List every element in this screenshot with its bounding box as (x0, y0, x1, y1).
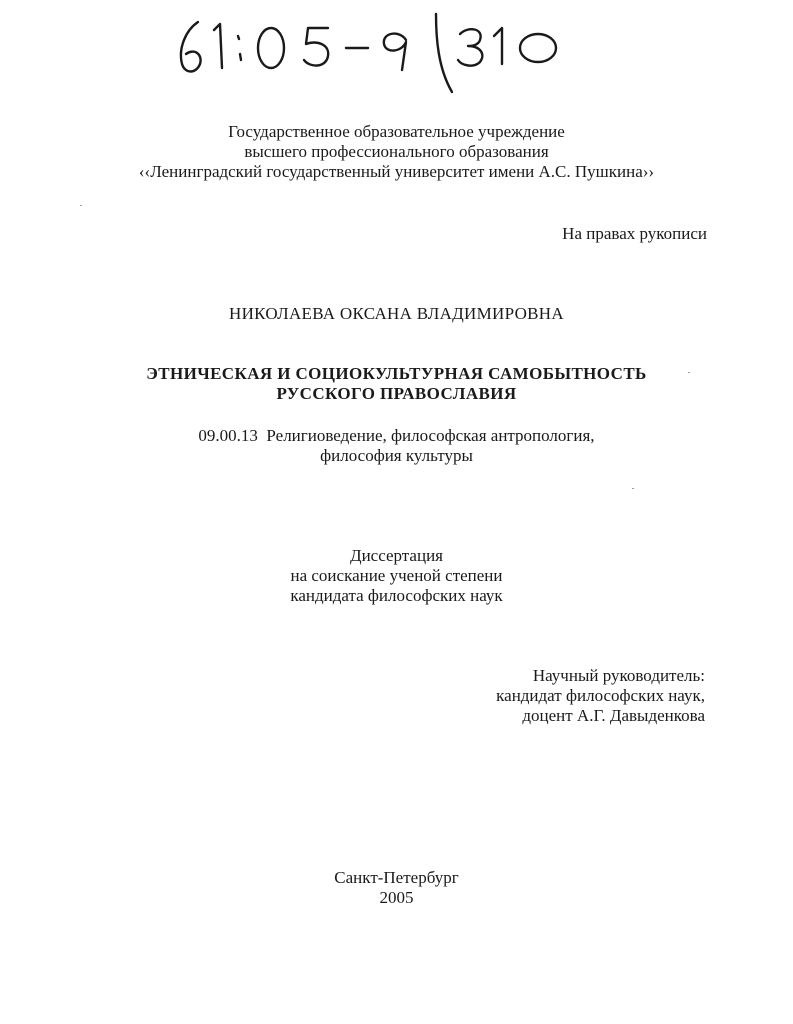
institution-line: высшего профессионального образования (244, 142, 549, 161)
supervisor-line: доцент А.Г. Давыденкова (522, 706, 705, 725)
supervisor-block (496, 666, 705, 726)
rights-note: На правах рукописи (562, 224, 707, 243)
degree-line: кандидата философских наук (290, 586, 503, 605)
author-name: НИКОЛАЕВА ОКСАНА ВЛАДИМИРОВНА (229, 304, 564, 323)
institution-line: Государственное образовательное учреждение (228, 122, 565, 141)
degree-line: Диссертация (349, 546, 443, 565)
title-line: ЭТНИЧЕСКАЯ И СОЦИОКУЛЬТУРНАЯ САМОБЫТНОСТЬ (146, 364, 647, 383)
city: Санкт-Петербург (334, 868, 459, 887)
scan-speck (80, 205, 82, 206)
degree-statement (0, 546, 793, 606)
dissertation-title (0, 364, 793, 404)
place-and-year (0, 868, 793, 908)
title-line: РУССКОГО ПРАВОСЛАВИЯ (276, 384, 517, 403)
specialty-code (0, 426, 793, 466)
scan-speck (688, 372, 690, 373)
supervisor-line: кандидат философских наук, (496, 686, 705, 705)
specialty-line: философия культуры (320, 446, 473, 465)
degree-line: на соискание ученой степени (290, 566, 503, 585)
institution-name (0, 122, 793, 182)
supervisor-line: Научный руководитель: (532, 666, 705, 685)
handwritten-archive-mark (168, 8, 588, 98)
year: 2005 (379, 888, 414, 907)
institution-line: ‹‹Ленинградский государственный университет имени А.С. Пушкина›› (138, 162, 655, 181)
specialty-line: 09.00.13 Религиоведение, философская антропология, (198, 426, 595, 445)
scan-speck (632, 488, 634, 489)
